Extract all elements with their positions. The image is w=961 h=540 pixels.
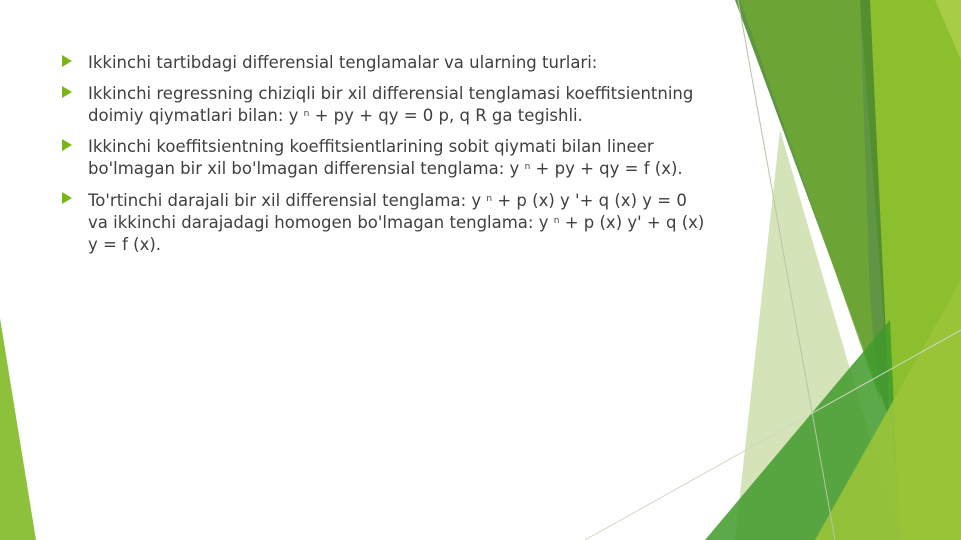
bullet-text: + py + qy = f (x). [530, 159, 683, 178]
bullet-item [60, 136, 710, 180]
superscript: n [486, 193, 493, 204]
bullet-text: + py + qy = 0 p, q R ga tegishli. [309, 106, 583, 125]
superscript: n [303, 109, 310, 119]
left-green-wedge [0, 318, 36, 540]
triangle-right-icon [62, 192, 72, 204]
bullet-list [60, 52, 710, 264]
bullet-item [60, 52, 710, 74]
superscript: n [524, 162, 531, 172]
bullet-item [60, 189, 710, 256]
bullet-text: Ikkinchi koeffitsientning koeffitsientlarining sobit qiymati bilan lineer bo'lmagan bir xil bo'lmagan differensial tenglama: y [88, 136, 654, 178]
triangle-right-icon [62, 139, 72, 151]
bullet-text: Ikkinchi regressning chiziqli bir xil differensial tenglamasi koeffitsientning doimiy qiymatlari bilan: y [88, 83, 694, 125]
bullet-text: + p (x) y' + q (x) y = f (x). [88, 213, 705, 254]
bullet-item [60, 83, 710, 127]
bullet-text: To'rtinchi darajali bir xil differensial tenglama: y [88, 190, 487, 210]
superscript: n [553, 216, 560, 226]
bullet-text: Ikkinchi tartibdagi differensial tenglamalar va ularning turlari: [88, 53, 598, 72]
triangle-right-icon [62, 55, 72, 67]
triangle-right-icon [62, 86, 72, 98]
bullet-text: + p (x) y '+ q (x) y = 0 va ikkinchi darajadagi homogen bo'lmagan tenglama: y [88, 190, 687, 232]
